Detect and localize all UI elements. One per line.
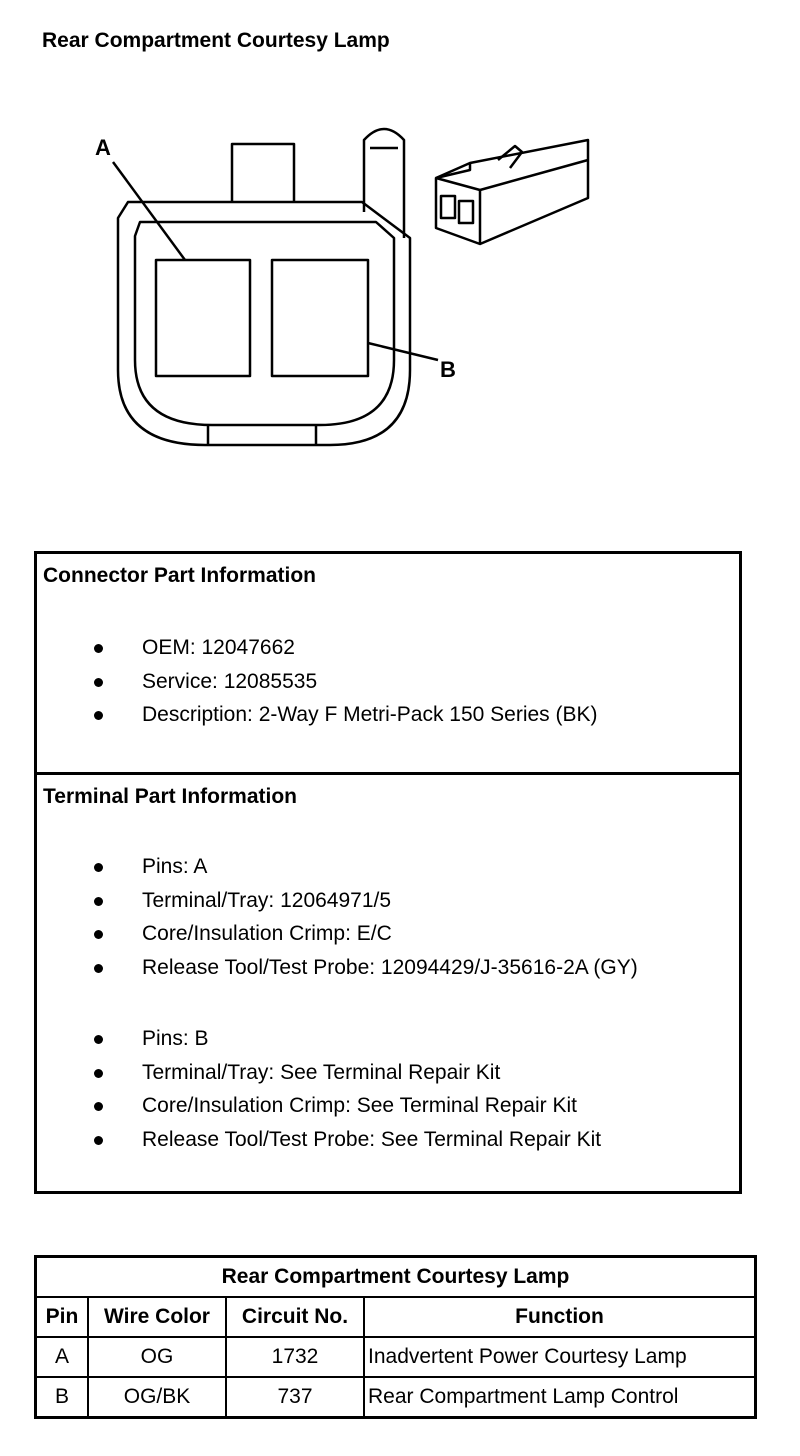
terminal-info-heading: Terminal Part Information bbox=[43, 785, 297, 808]
cell-function: Rear Compartment Lamp Control bbox=[364, 1377, 756, 1418]
connector-info-heading: Connector Part Information bbox=[43, 564, 317, 587]
pin-table bbox=[34, 1255, 757, 1419]
connector-face-inner bbox=[135, 222, 394, 425]
list-item: Terminal/Tray: See Terminal Repair Kit bbox=[37, 1056, 601, 1090]
list-item: Pins: A bbox=[37, 850, 638, 884]
cell-pin: B bbox=[36, 1377, 89, 1418]
list-item: Description: 2-Way F Metri-Pack 150 Series (BK) bbox=[37, 698, 598, 732]
list-item: Service: 12085535 bbox=[37, 665, 598, 699]
pin-table-header-row bbox=[36, 1297, 756, 1337]
cell-circuit-no: 1732 bbox=[226, 1337, 364, 1377]
connector-face-outer bbox=[118, 202, 410, 445]
connector-info-list bbox=[37, 631, 598, 732]
cell-pin: A bbox=[36, 1337, 89, 1377]
connector-top-tab bbox=[232, 144, 294, 202]
terminal-info-list-a bbox=[37, 850, 638, 984]
pin-b-label: B bbox=[440, 357, 456, 382]
cavity-a bbox=[156, 260, 250, 376]
cell-wire-color: OG bbox=[88, 1337, 226, 1377]
header-wire-color: Wire Color bbox=[88, 1297, 226, 1337]
pin-a-label: A bbox=[95, 135, 111, 160]
list-item: Release Tool/Test Probe: See Terminal Repair Kit bbox=[37, 1123, 601, 1157]
list-item: Core/Insulation Crimp: E/C bbox=[37, 917, 638, 951]
part-info-box bbox=[34, 551, 742, 1194]
list-item: Pins: B bbox=[37, 1022, 601, 1056]
table-row bbox=[36, 1377, 756, 1418]
header-pin: Pin bbox=[36, 1297, 89, 1337]
cavity-b bbox=[272, 260, 368, 376]
connector-diagram bbox=[0, 100, 620, 480]
list-item: OEM: 12047662 bbox=[37, 631, 598, 665]
terminal-info-list-b bbox=[37, 1022, 601, 1156]
connector-3d-view bbox=[436, 140, 588, 244]
list-item: Terminal/Tray: 12064971/5 bbox=[37, 884, 638, 918]
cell-function: Inadvertent Power Courtesy Lamp bbox=[364, 1337, 756, 1377]
pin-table-title: Rear Compartment Courtesy Lamp bbox=[36, 1257, 756, 1298]
cell-circuit-no: 737 bbox=[226, 1377, 364, 1418]
header-function: Function bbox=[364, 1297, 756, 1337]
table-row bbox=[36, 1337, 756, 1377]
list-item: Core/Insulation Crimp: See Terminal Repair Kit bbox=[37, 1089, 601, 1123]
list-item: Release Tool/Test Probe: 12094429/J-35616-2A (GY) bbox=[37, 951, 638, 985]
page-title: Rear Compartment Courtesy Lamp bbox=[42, 29, 390, 52]
cell-wire-color: OG/BK bbox=[88, 1377, 226, 1418]
terminal-part-info bbox=[37, 775, 739, 1191]
header-circuit-no: Circuit No. bbox=[226, 1297, 364, 1337]
connector-part-info bbox=[37, 554, 739, 775]
